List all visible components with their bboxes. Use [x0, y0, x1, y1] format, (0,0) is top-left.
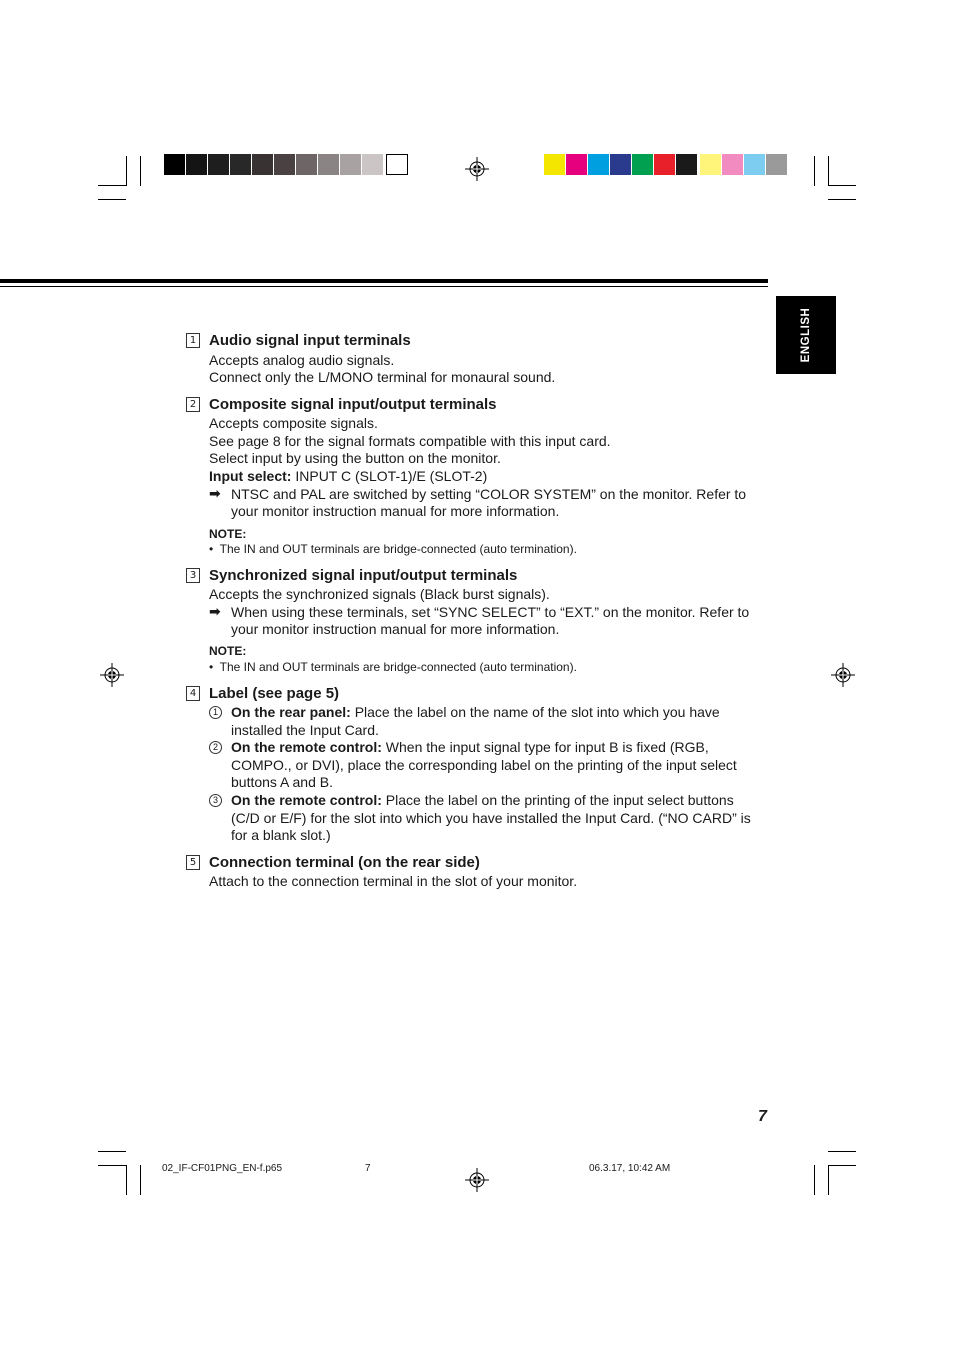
body-line: Accepts analog audio signals. — [209, 352, 395, 368]
note-label: NOTE: — [209, 527, 247, 541]
registration-mark-icon — [831, 663, 855, 687]
color-swatch — [318, 154, 339, 175]
arrow-line: NTSC and PAL are switched by setting “COLOR SYSTEM” on the monitor. Refer to — [231, 486, 747, 502]
item-line: buttons A and B. — [231, 774, 333, 790]
item-text: When the input signal type for input B is fixed (RGB, — [381, 739, 709, 755]
color-swatch — [676, 154, 697, 175]
color-swatch — [632, 154, 653, 175]
section-title: Label (see page 5) — [209, 685, 340, 702]
section-title: Audio signal input terminals — [209, 332, 411, 349]
section-title: Connection terminal (on the rear side) — [209, 854, 480, 871]
item-bold: On the rear panel: — [231, 704, 351, 720]
item-line: (C/D or E/F) for the slot into which you have installed the Input Card. (“NO CARD” is — [231, 810, 751, 826]
arrow-line: your monitor instruction manual for more information. — [231, 503, 560, 519]
language-tab-label: ENGLISH — [800, 307, 812, 363]
section-number: 4 — [186, 686, 200, 701]
body-line: Accepts composite signals. — [209, 415, 378, 431]
note-bullet: • The IN and OUT terminals are bridge-connected (auto termination). — [209, 660, 577, 674]
arrow-right-icon: ➡ — [209, 603, 221, 619]
body-line: Select input by using the button on the monitor. — [209, 450, 501, 466]
registration-mark-icon — [465, 157, 489, 181]
section-title: Synchronized signal input/output terminals — [209, 567, 518, 584]
color-swatch — [164, 154, 185, 175]
section-number: 5 — [186, 855, 200, 870]
color-swatch — [700, 154, 721, 175]
section-number: 1 — [186, 333, 200, 348]
color-swatch — [230, 154, 251, 175]
item-number: 3 — [209, 794, 222, 807]
arrow-right-icon: ➡ — [209, 485, 221, 501]
item-text: Place the label on the printing of the input select buttons — [381, 792, 734, 808]
item-line — [231, 704, 720, 720]
color-swatch — [386, 154, 408, 175]
footer-filename: 02_IF-CF01PNG_EN-f.p65 — [162, 1163, 283, 1174]
note-label: NOTE: — [209, 644, 247, 658]
color-swatch — [588, 154, 609, 175]
body-line: Attach to the connection terminal in the slot of your monitor. — [209, 873, 578, 889]
section-number: 2 — [186, 397, 200, 412]
color-swatch — [544, 154, 565, 175]
footer-timestamp: 06.3.17, 10:42 AM — [589, 1163, 671, 1174]
color-swatch — [340, 154, 361, 175]
body-line: Connect only the L/MONO terminal for monaural sound. — [209, 369, 556, 385]
note-bullet: • The IN and OUT terminals are bridge-connected (auto termination). — [209, 542, 577, 556]
body-line: Accepts the synchronized signals (Black burst signals). — [209, 586, 550, 602]
input-select-label: Input select: — [209, 468, 292, 484]
language-tab — [776, 296, 836, 374]
color-swatch — [566, 154, 587, 175]
page-number: 7 — [758, 1108, 767, 1125]
color-swatch — [722, 154, 743, 175]
header-rule-thin — [0, 286, 768, 287]
item-line: for a blank slot.) — [231, 827, 331, 843]
color-swatch — [654, 154, 675, 175]
registration-mark-icon — [465, 1168, 489, 1192]
color-swatch — [766, 154, 787, 175]
item-number: 1 — [209, 706, 222, 719]
color-swatch — [252, 154, 273, 175]
color-swatch — [186, 154, 207, 175]
registration-mark-icon — [100, 663, 124, 687]
note-text: The IN and OUT terminals are bridge-connected (auto termination). — [219, 660, 577, 674]
color-swatch — [296, 154, 317, 175]
footer-page: 7 — [365, 1163, 371, 1174]
item-text: Place the label on the name of the slot into which you have — [350, 704, 720, 720]
section-number: 3 — [186, 568, 200, 583]
header-rule — [0, 279, 768, 283]
item-number: 2 — [209, 741, 222, 754]
note-text: The IN and OUT terminals are bridge-connected (auto termination). — [219, 542, 577, 556]
color-swatch — [610, 154, 631, 175]
color-swatch — [362, 154, 383, 175]
item-line: COMPO., or DVI), place the corresponding label on the printing of the input select — [231, 757, 737, 773]
input-select-line — [209, 468, 487, 484]
input-select-value: INPUT C (SLOT-1)/E (SLOT-2) — [291, 468, 488, 484]
item-bold: On the remote control: — [231, 792, 382, 808]
color-swatch — [208, 154, 229, 175]
item-line — [231, 792, 734, 808]
item-bold: On the remote control: — [231, 739, 382, 755]
color-swatch — [274, 154, 295, 175]
section-title: Composite signal input/output terminals — [209, 396, 497, 413]
body-line: See page 8 for the signal formats compatible with this input card. — [209, 433, 611, 449]
item-line — [231, 739, 709, 755]
color-swatch — [744, 154, 765, 175]
arrow-line: your monitor instruction manual for more information. — [231, 621, 560, 637]
item-line: installed the Input Card. — [231, 722, 379, 738]
arrow-line: When using these terminals, set “SYNC SELECT” to “EXT.” on the monitor. Refer to — [231, 604, 750, 620]
